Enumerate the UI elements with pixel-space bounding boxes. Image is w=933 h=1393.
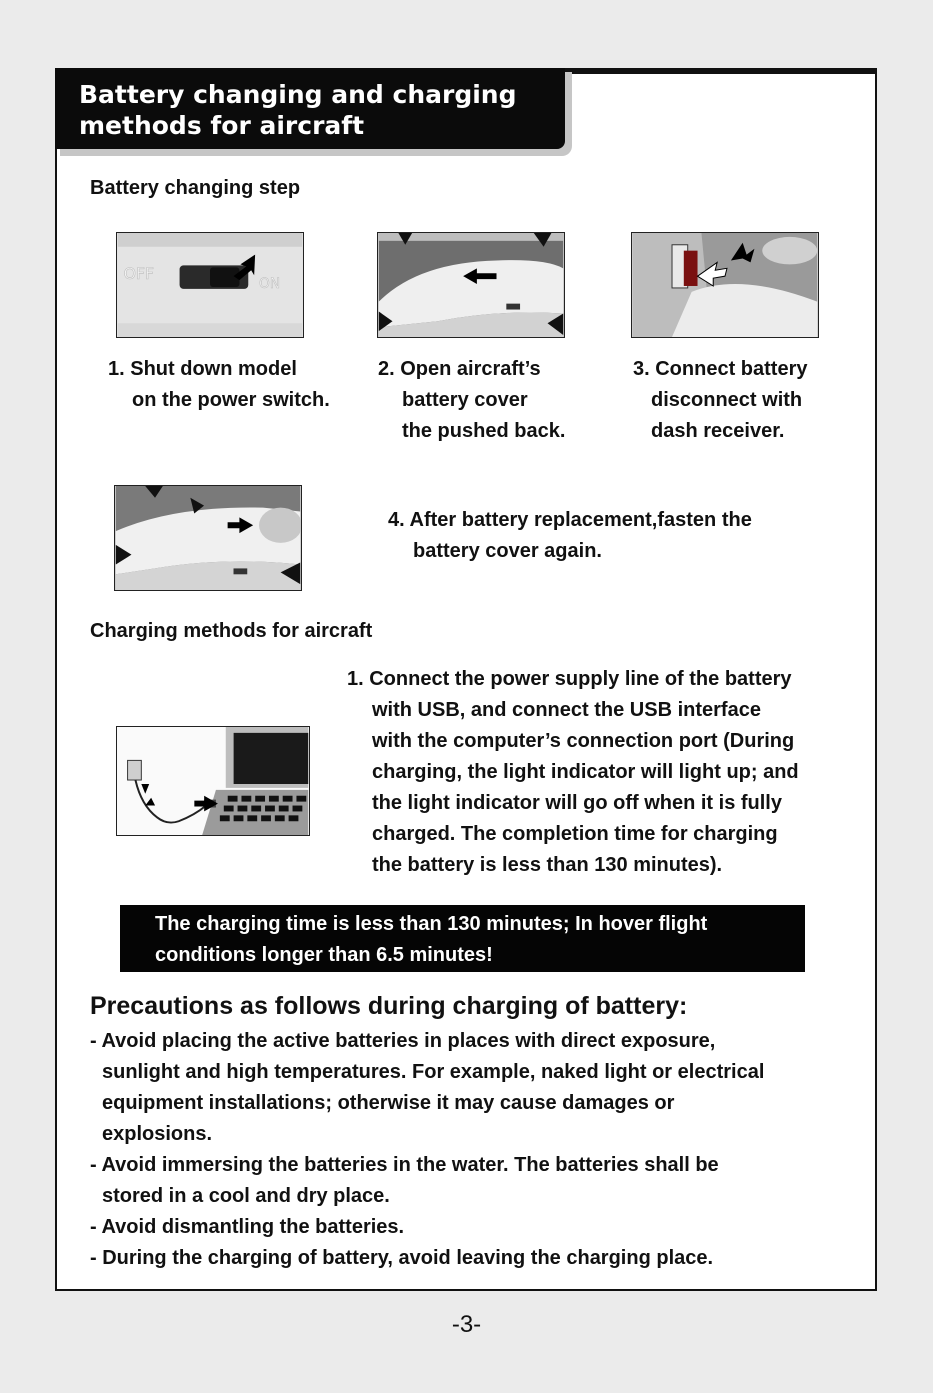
step-line: the pushed back. [402,420,566,442]
step-line: 3. Connect battery [633,358,808,380]
battery-cover-close-illustration [115,486,301,590]
battery-cover-close-photo [114,485,302,591]
precaution-item [90,1212,870,1243]
step-line: charged. The completion time for charging [372,823,778,845]
precaution-line: - Avoid immersing the batteries in the water. The batteries shall be [90,1154,719,1176]
step-line: 4. After battery replacement,fasten the [388,509,752,531]
notice-line: conditions longer than 6.5 minutes! [155,944,493,966]
charging-time-notice [120,905,805,972]
step-line: 1. Shut down model [108,358,297,380]
battery-step-1 [108,354,330,416]
step-line: with the computer’s connection port (During [372,730,795,752]
battery-step-2 [378,354,565,447]
step-line: the light indicator will go off when it is fully [372,792,782,814]
precaution-item [90,1026,870,1150]
power-switch-illustration [117,233,303,337]
page-number: -3- [451,1311,482,1338]
step-line: disconnect with [651,389,803,411]
precaution-line: equipment installations; otherwise it may cause damages or [102,1092,675,1114]
battery-cover-open-photo [377,232,565,338]
switch-on-label: ON [259,275,281,292]
step-line: 1. Connect the power supply line of the battery [347,668,792,690]
charging-methods-heading: Charging methods for aircraft [90,620,373,642]
precaution-item [90,1243,870,1274]
precaution-item [90,1150,870,1212]
precaution-line: explosions. [102,1123,213,1145]
step-line: 2. Open aircraft’s [378,358,541,380]
page-title-line-1: Battery changing and charging [79,80,517,109]
battery-connect-photo [631,232,819,338]
step-line: battery cover again. [413,540,602,562]
battery-connect-illustration [632,233,818,337]
precaution-line: stored in a cool and dry place. [102,1185,390,1207]
step-line: dash receiver. [651,420,785,442]
notice-line: The charging time is less than 130 minutes; In hover flight [155,913,708,935]
page-title [79,79,559,141]
precautions-list [90,1026,870,1274]
battery-step-4 [388,505,752,567]
power-switch-photo [116,232,304,338]
precaution-line: - During the charging of battery, avoid leaving the charging place. [90,1247,714,1269]
battery-step-3 [633,354,807,447]
battery-cover-open-illustration [378,233,564,337]
usb-charging-illustration [117,727,309,835]
step-line: the battery is less than 130 minutes). [372,854,723,876]
step-line: on the power switch. [132,389,330,411]
precaution-line: - Avoid placing the active batteries in places with direct exposure, [90,1030,716,1052]
page-title-line-2: methods for aircraft [79,111,365,140]
precaution-line: sunlight and high temperatures. For example, naked light or electrical [102,1061,765,1083]
step-line: charging, the light indicator will light up; and [372,761,799,783]
step-line: battery cover [402,389,528,411]
usb-charging-photo [116,726,310,836]
step-line: with USB, and connect the USB interface [372,699,761,721]
precaution-line: - Avoid dismantling the batteries. [90,1216,405,1238]
battery-changing-heading: Battery changing step [90,177,301,199]
charging-step-1 [347,664,799,881]
switch-off-label: OFF [123,264,155,284]
precautions-title: Precautions as follows during charging of battery: [90,992,688,1020]
